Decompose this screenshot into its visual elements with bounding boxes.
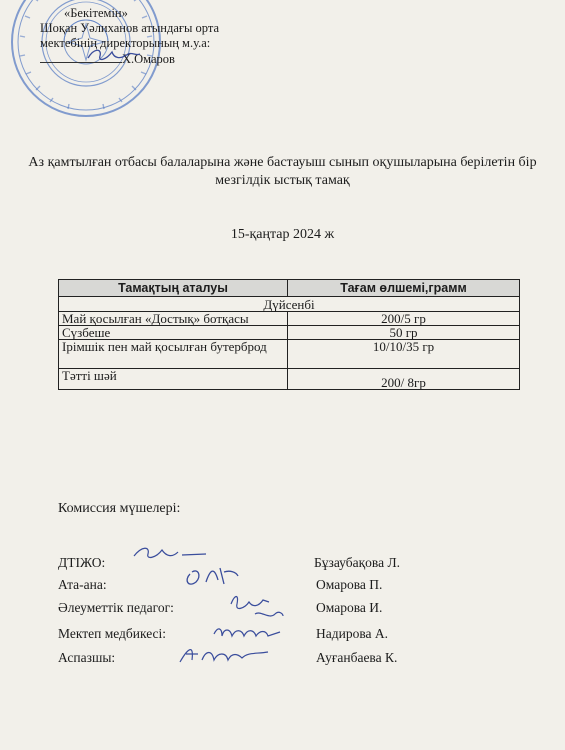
- member-role: Әлеуметтік педагог:: [58, 600, 174, 615]
- amount-cell: 200/ 8гр: [288, 369, 520, 390]
- signature-3: [225, 590, 285, 622]
- commission-heading: Комиссия мүшелері:: [58, 501, 181, 516]
- header-dish: Тамақтың аталуы: [59, 280, 288, 297]
- member-name: Омарова П.: [316, 577, 383, 592]
- table-row: [59, 340, 520, 369]
- member-role: ДТІЖО:: [58, 555, 106, 570]
- table-row: [59, 326, 520, 340]
- director-title: мектебінің директорының м.у.а:: [40, 36, 211, 50]
- member-name: Надирова А.: [316, 626, 389, 641]
- director-signature: [84, 44, 144, 66]
- dish-cell: Май қосылған «Достық» ботқасы: [59, 312, 288, 326]
- director-name: Х.Омаров: [122, 52, 175, 66]
- header-amount: Тағам өлшемі,грамм: [288, 280, 520, 297]
- amount-cell: 10/10/35 гр: [288, 340, 520, 369]
- signature-5: [176, 642, 271, 668]
- school-name: Шоқан Уәлиханов атындағы орта: [40, 21, 220, 35]
- document-date: 15-қаңтар 2024 ж: [230, 227, 335, 242]
- member-name: Бұзаубақова Л.: [314, 555, 400, 570]
- approval-label: «Бекітемін»: [64, 6, 128, 20]
- document-title: Аз қамтылған отбасы балаларына және бастауыш сынып оқушыларына берілетін бір мезгілдік ыстық тамақ: [28, 155, 537, 188]
- table-row: [59, 312, 520, 326]
- member-role: Ата-ана:: [58, 577, 107, 592]
- member-name: Омарова И.: [316, 600, 383, 615]
- member-role: Аспазшы:: [58, 650, 116, 665]
- table-header-row: [59, 280, 520, 297]
- member-name: Ауғанбаева К.: [316, 650, 398, 665]
- dish-cell: Сүзбеше: [59, 326, 288, 340]
- member-role: Мектеп медбикесі:: [58, 626, 167, 641]
- amount-cell: 200/5 гр: [288, 312, 520, 326]
- amount-cell: 50 гр: [288, 326, 520, 340]
- dish-cell: Ірімшік пен май қосылған бутерброд: [59, 340, 288, 369]
- day-row: [59, 297, 520, 312]
- menu-table: [58, 279, 520, 390]
- signature-4: [210, 620, 285, 644]
- signature-2: [180, 562, 240, 590]
- day-label: Дүйсенбі: [59, 297, 520, 312]
- dish-cell: Тәтті шәй: [59, 369, 288, 390]
- table-row: [59, 369, 520, 390]
